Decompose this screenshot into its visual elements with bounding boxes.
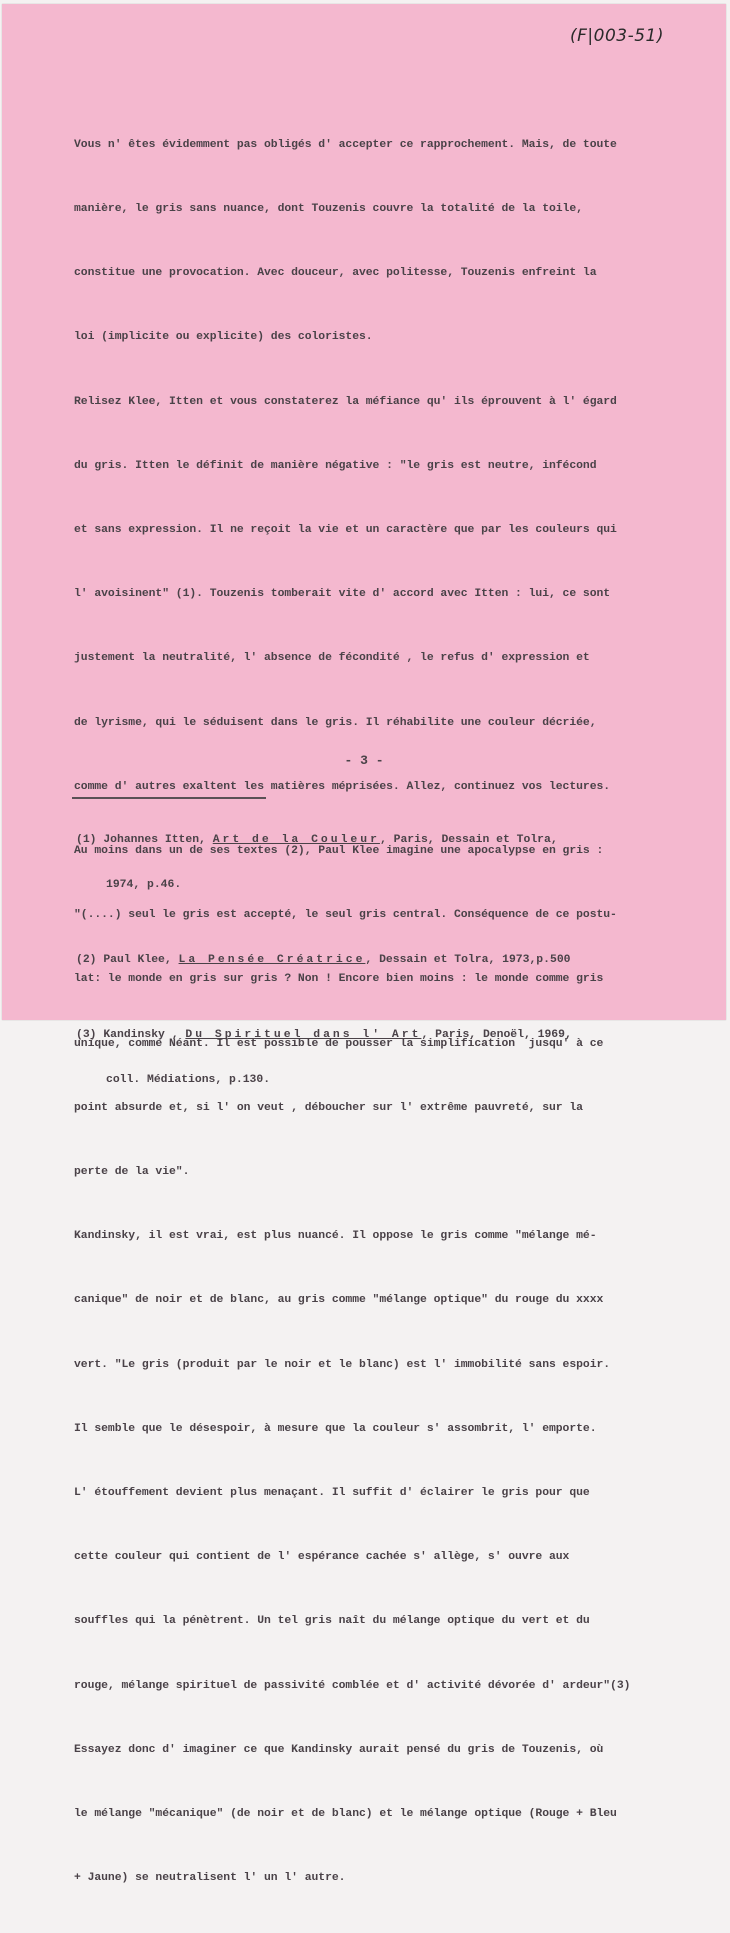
footnote-marker: (2) Paul Klee, [76, 954, 179, 966]
body-line: + Jaune) se neutralisent l' un l' autre. [74, 1872, 346, 1885]
body-line: "(....) seul le gris est accepté, le seul gris central. Conséquence de ce postu- [74, 909, 617, 922]
body-line: Essayez donc d' imaginer ce que Kandinsky aurait pensé du gris de Touzenis, où [74, 1743, 604, 1756]
body-line: Relisez Klee, Itten et vous constaterez la méfiance qu' ils éprouvent à l' égard [74, 395, 617, 408]
body-line: loi (implicite ou explicite) des coloristes. [74, 331, 373, 344]
body-line: vert. "Le gris (produit par le noir et le blanc) est l' immobilité sans espoir. [74, 1358, 611, 1371]
body-line: Kandinsky, il est vrai, est plus nuancé. Il oppose le gris comme "mélange mé- [74, 1230, 597, 1243]
body-line: rouge, mélange spirituel de passivité comblée et d' activité dévorée d' ardeur"(3) [74, 1679, 631, 1692]
body-line: Au moins dans un de ses textes (2), Paul Klee imagine une apocalypse en gris : [74, 845, 604, 858]
body-line: de lyrisme, qui le séduisent dans le gris. Il réhabilite une couleur décriée, [74, 716, 597, 729]
body-line: cette couleur qui contient de l' espérance cachée s' allège, s' ouvre aux [74, 1551, 570, 1564]
footnote-title: Art de la Couleur [212, 834, 380, 846]
body-line: canique" de noir et de blanc, au gris comme "mélange optique" du rouge du xxxx [74, 1294, 604, 1307]
footnote-3 [76, 1001, 716, 1115]
footnote-continuation: coll. Médiations, p.130. [106, 1074, 271, 1086]
footnote-continuation: 1974, p.46. [106, 879, 182, 891]
footnote-title: La Pensée Créatrice [178, 954, 366, 966]
body-line: et sans expression. Il ne reçoit la vie et un caractère que par les couleurs qui [74, 524, 617, 537]
footnote-divider [72, 797, 266, 799]
body-line: lat: le monde en gris sur gris ? Non ! Encore bien moins : le monde comme gris [74, 973, 604, 986]
body-line: Il semble que le désespoir, à mesure que la couleur s' assombrit, l' emporte. [74, 1422, 597, 1435]
body-line: manière, le gris sans nuance, dont Touzenis couvre la totalité de la toile, [74, 203, 583, 216]
footnote-details: , Paris, Dessain et Tolra, [379, 834, 558, 846]
footnote-marker: (1) Johannes Itten, [76, 834, 213, 846]
footnotes [76, 806, 716, 1115]
footnote-details: , Dessain et Tolra, 1973,p.500 [365, 954, 571, 966]
body-line: perte de la vie". [74, 1166, 190, 1179]
body-line: L' étouffement devient plus menaçant. Il suffit d' éclairer le gris pour que [74, 1487, 590, 1500]
body-line: unique, comme Néant. Il est possible de pousser la simplification jusqu' à ce [74, 1037, 604, 1050]
body-line: du gris. Itten le définit de manière négative : "le gris est neutre, infécond [74, 459, 597, 472]
footnote-1 [76, 806, 716, 920]
footnote-marker: (3) Kandinsky , [76, 1029, 186, 1041]
footnote-2 [76, 926, 716, 995]
archive-reference: (F|003-51) [570, 26, 664, 46]
page-number: - 3 - [344, 753, 384, 768]
body-line: le mélange "mécanique" (de noir et de blanc) et le mélange optique (Rouge + Bleu [74, 1808, 617, 1821]
body-line: l' avoisinent" (1). Touzenis tomberait vite d' accord avec Itten : lui, ce sont [74, 588, 611, 601]
body-line: justement la neutralité, l' absence de fécondité , le refus d' expression et [74, 652, 590, 665]
body-line: comme d' autres exaltent les matières méprisées. Allez, continuez vos lectures. [74, 780, 611, 793]
typewritten-page [2, 4, 726, 1885]
footnote-title: Du Spirituel dans l' Art [185, 1029, 422, 1041]
footnote-details: , Paris, Denoël, 1969, [421, 1029, 572, 1041]
body-line: souffles qui la pénètrent. Un tel gris naît du mélange optique du vert et du [74, 1615, 590, 1628]
body-line: constitue une provocation. Avec douceur, avec politesse, Touzenis enfreint la [74, 267, 597, 280]
body-line: point absurde et, si l' on veut , déboucher sur l' extrême pauvreté, sur la [74, 1101, 583, 1114]
body-line: Vous n' êtes évidemment pas obligés d' accepter ce rapprochement. Mais, de toute [74, 138, 617, 151]
